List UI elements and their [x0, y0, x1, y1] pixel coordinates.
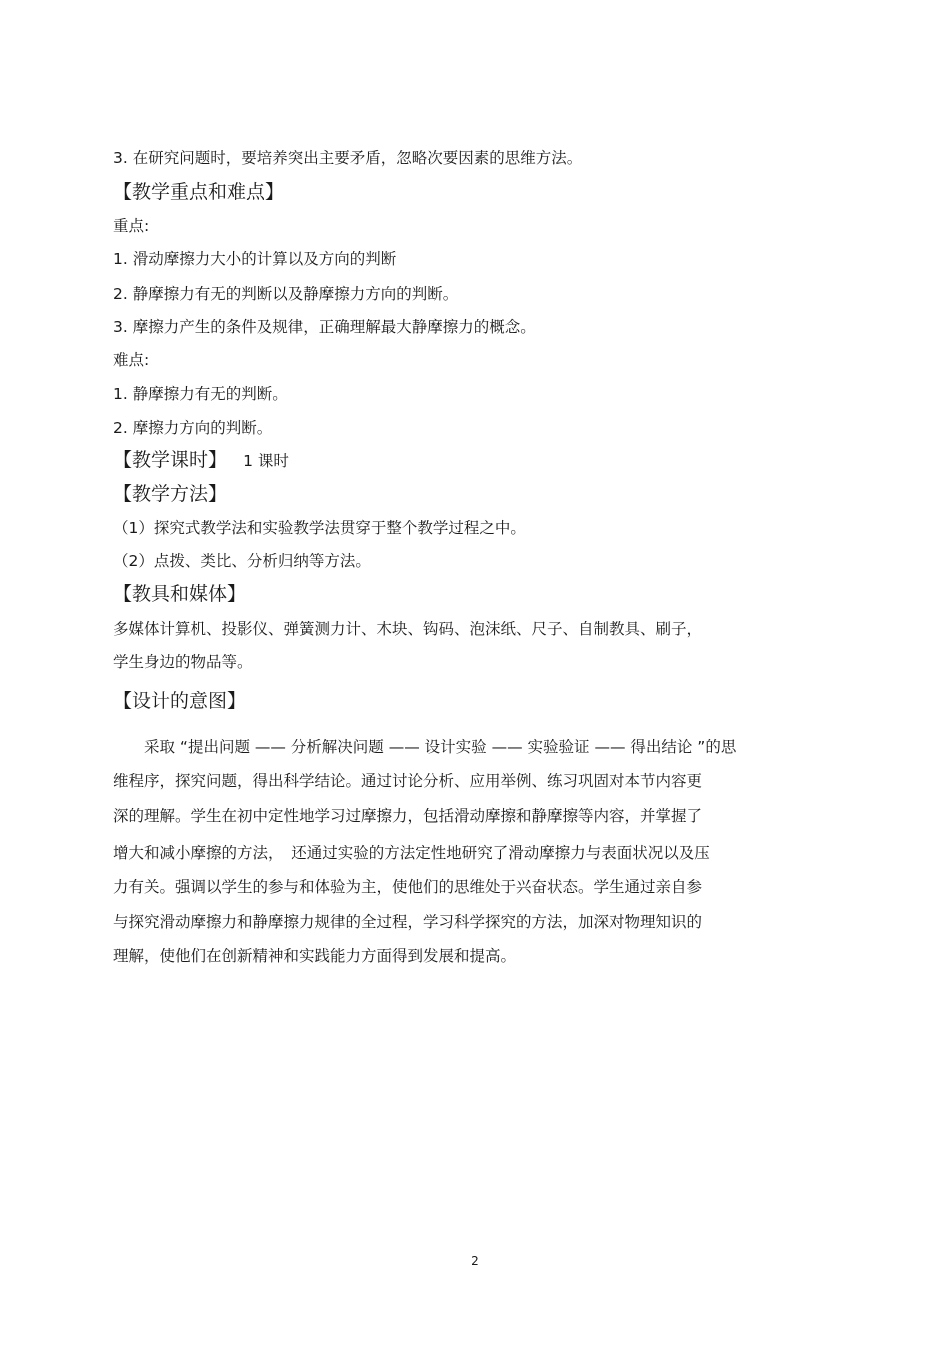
- key-points-heading: 【教学重点和难点】: [113, 181, 285, 203]
- focus-item: 3. 摩擦力产生的条件及规律，正确理解最大静摩擦力的概念。: [113, 318, 536, 336]
- class-hours-row: [113, 448, 289, 473]
- class-hours-heading: 【教学课时】: [113, 449, 228, 471]
- focus-label: 重点:: [113, 217, 150, 235]
- method-item: （1）探究式教学法和实验教学法贯穿于整个教学过程之中。: [113, 519, 526, 537]
- difficulty-item: 2. 摩擦力方向的判断。: [113, 419, 273, 437]
- page-number: 2: [471, 1254, 479, 1268]
- focus-item: 2. 静摩擦力有无的判断以及静摩擦力方向的判断。: [113, 285, 459, 303]
- design-heading: 【设计的意图】: [113, 690, 247, 712]
- method-item: （2）点拨、类比、分析归纳等方法。: [113, 552, 371, 570]
- design-paragraph-line: 维程序，探究问题，得出科学结论。通过讨论分析、应用举例、练习巩固对本节内容更: [113, 772, 703, 790]
- media-line: 学生身边的物品等。: [113, 653, 253, 671]
- design-paragraph-line: 与探究滑动摩擦力和静摩擦力规律的全过程，学习科学探究的方法，加深对物理知识的: [113, 913, 703, 931]
- difficulty-item: 1. 静摩擦力有无的判断。: [113, 385, 288, 403]
- media-line: 多媒体计算机、投影仪、弹簧测力计、木块、钩码、泡沫纸、尺子、自制教具、刷子，: [113, 620, 703, 638]
- media-heading: 【教具和媒体】: [113, 583, 247, 605]
- design-paragraph-line: 采取 “提出问题 —— 分析解决问题 —— 设计实验 —— 实验验证 —— 得出结论 ”的思: [113, 738, 737, 756]
- design-paragraph-line: 理解，使他们在创新精神和实践能力方面得到发展和提高。: [113, 947, 517, 965]
- design-paragraph-line: 增大和减小摩擦的方法， 还通过实验的方法定性地研究了滑动摩擦力与表面状况以及压: [113, 844, 710, 862]
- methods-heading: 【教学方法】: [113, 483, 228, 505]
- design-paragraph-line: 深的理解。学生在初中定性地学习过摩擦力，包括滑动摩擦和静摩擦等内容，并掌握了: [113, 807, 703, 825]
- focus-item: 1. 滑动摩擦力大小的计算以及方向的判断: [113, 250, 397, 268]
- intro-item: 3. 在研究问题时，要培养突出主要矛盾，忽略次要因素的思维方法。: [113, 149, 583, 167]
- difficulty-label: 难点:: [113, 351, 150, 369]
- class-hours-value: 1 课时: [243, 452, 289, 470]
- design-paragraph-line: 力有关。强调以学生的参与和体验为主，使他们的思维处于兴奋状态。学生通过亲自参: [113, 878, 703, 896]
